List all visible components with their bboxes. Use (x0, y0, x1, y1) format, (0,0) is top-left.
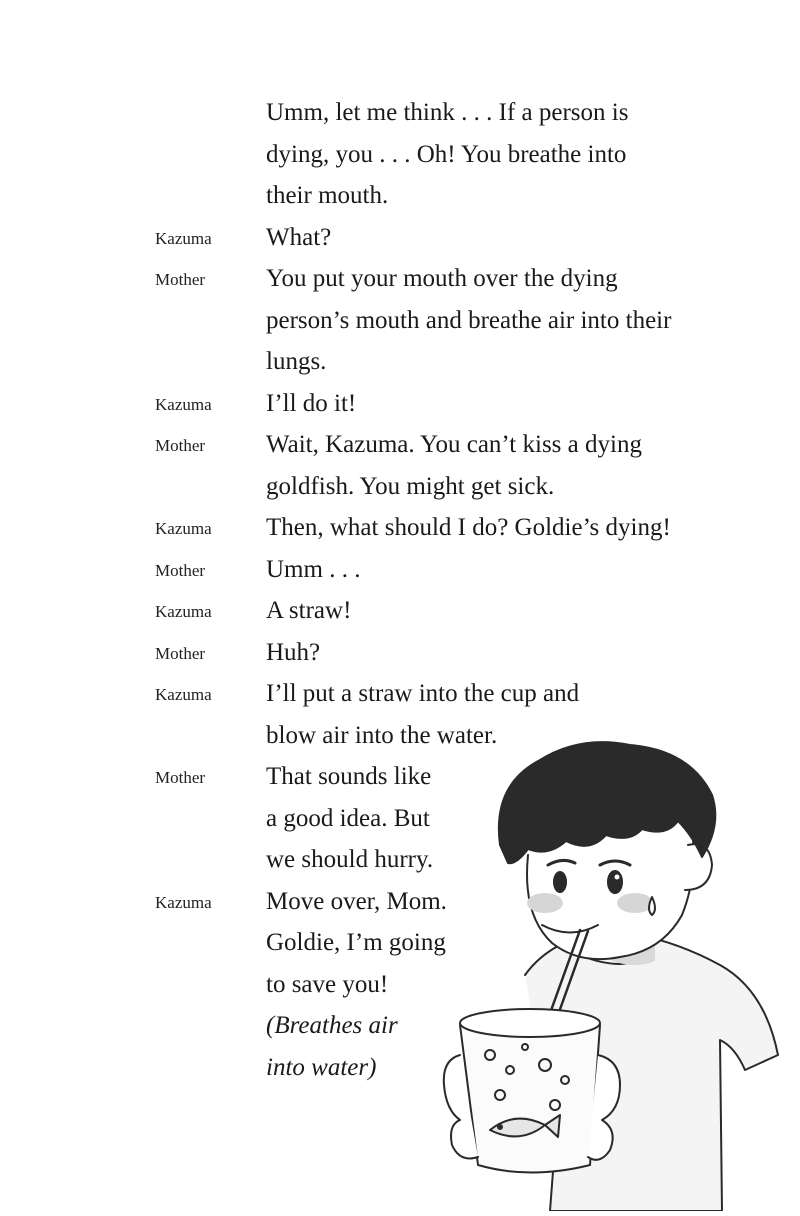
speaker-label: Kazuma (155, 228, 212, 248)
script-line (0, 92, 800, 134)
speaker-label: Mother (155, 560, 206, 580)
line-text: That sounds like (266, 763, 432, 790)
script-line (0, 673, 800, 715)
script-line (0, 217, 800, 259)
line-text: dying, you . . . Oh! You breathe into (266, 140, 627, 168)
script-line (0, 258, 800, 300)
stage-direction: into water) (266, 1053, 377, 1081)
line-text: What? (266, 223, 332, 251)
line-text: A straw! (266, 597, 352, 624)
speaker-label: Kazuma (155, 685, 212, 704)
line-text: to save you! (266, 970, 389, 998)
script-line (0, 466, 800, 508)
script-line (0, 549, 800, 591)
line-text: You put your mouth over the dying (266, 265, 618, 292)
script-line (0, 424, 800, 466)
line-text: lungs. (266, 348, 327, 375)
line-text: their mouth. (266, 182, 389, 209)
line-text: person’s mouth and breathe air into their (266, 306, 672, 334)
script-line (0, 383, 800, 425)
line-text: Umm, let me think . . . If a person is (266, 99, 629, 126)
speaker-label: Mother (155, 768, 206, 787)
line-text: I’ll put a straw into the cup and (266, 680, 580, 707)
script-line (0, 632, 800, 674)
speaker-label: Kazuma (155, 394, 212, 414)
line-text: a good idea. But (266, 804, 430, 832)
speaker-label: Mother (155, 270, 206, 289)
line-text: Goldie, I’m going (266, 929, 446, 956)
line-text: Wait, Kazuma. You can’t kiss a dying (266, 431, 642, 458)
line-text: Then, what should I do? Goldie’s dying! (266, 514, 671, 541)
line-text: Huh? (266, 638, 321, 666)
line-text: I’ll do it! (266, 389, 357, 417)
script-line (0, 507, 800, 549)
line-text: we should hurry. (266, 846, 434, 873)
stage-direction: (Breathes air (266, 1012, 398, 1039)
script-line (0, 590, 800, 632)
line-text: blow air into the water. (266, 721, 498, 749)
script-line (0, 175, 800, 217)
boy-with-straw-illustration (430, 725, 800, 1211)
script-line (0, 341, 800, 383)
speaker-label: Mother (155, 436, 206, 455)
script-line (0, 300, 800, 342)
line-text: Move over, Mom. (266, 887, 447, 915)
line-text: Umm . . . (266, 555, 361, 583)
line-text: goldfish. You might get sick. (266, 472, 555, 500)
speaker-label: Kazuma (155, 602, 212, 621)
speaker-label: Kazuma (155, 519, 212, 538)
speaker-label: Kazuma (155, 892, 212, 912)
speaker-label: Mother (155, 643, 206, 663)
script-line (0, 134, 800, 176)
